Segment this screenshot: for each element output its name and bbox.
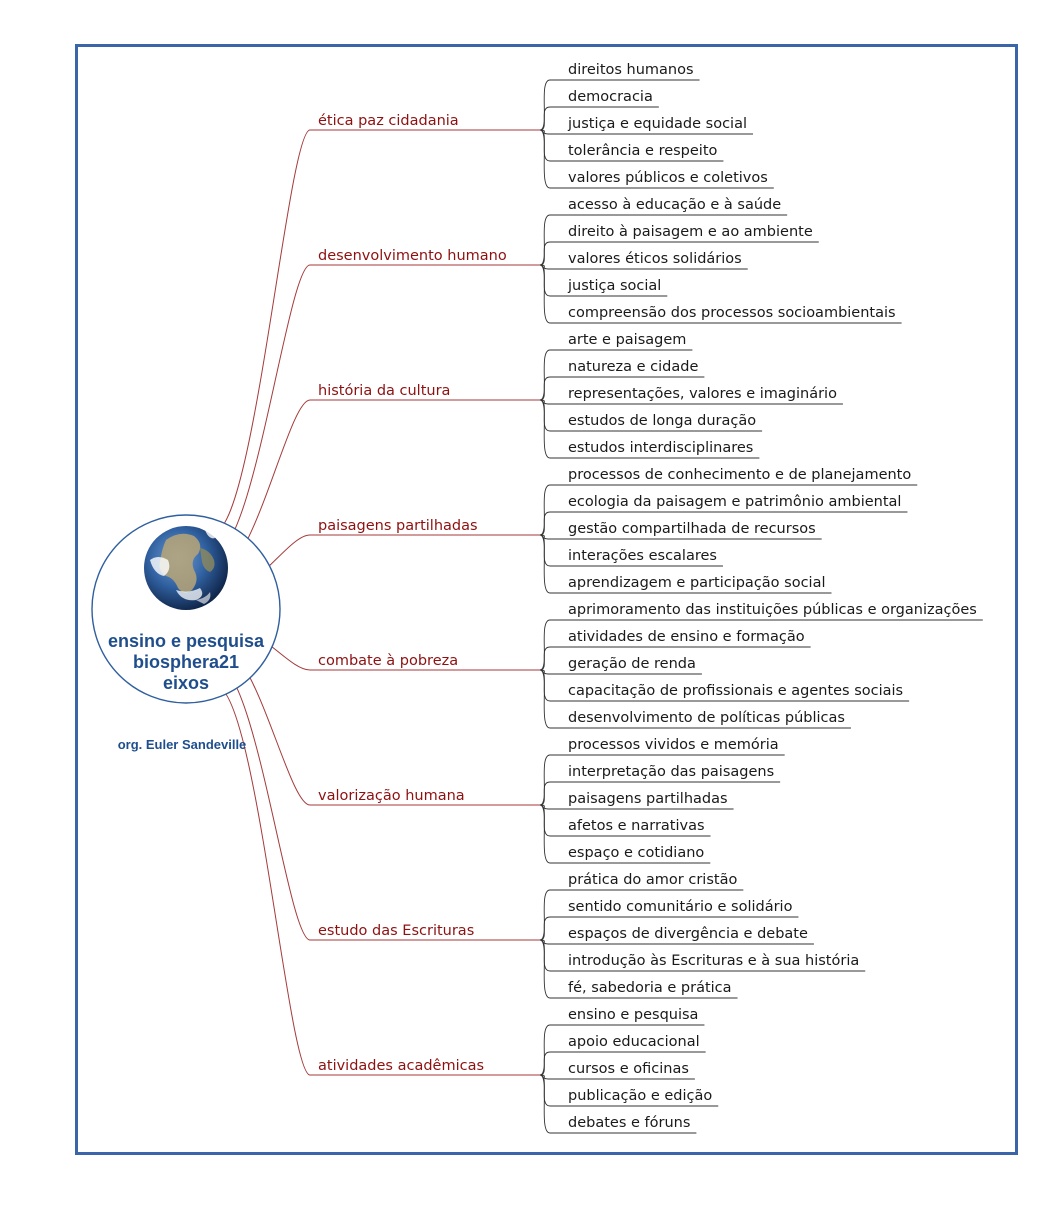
author-credit: org. Euler Sandeville: [117, 737, 247, 752]
leaf-atividades-de-ensino-e-formacao: atividades de ensino e formação: [568, 629, 805, 645]
leaf-sentido-comunitario-e-solidario: sentido comunitário e solidário: [568, 899, 793, 915]
earth-globe-icon: [144, 526, 228, 610]
branch-etica-paz-cidadania: ética paz cidadania: [318, 113, 459, 129]
leaf-introducao-as-escrituras-e-a-sua-historia: introdução às Escrituras e à sua história: [568, 953, 860, 969]
leaf-interacoes-escalares: interações escalares: [568, 548, 717, 564]
center-title-line-3: eixos: [162, 673, 210, 693]
leaf-apoio-educacional: apoio educacional: [568, 1034, 700, 1050]
leaf-espaco-e-cotidiano: espaço e cotidiano: [568, 845, 705, 861]
leaf-paisagens-partilhadas: paisagens partilhadas: [568, 791, 728, 807]
leaf-estudos-de-longa-duracao: estudos de longa duração: [568, 413, 757, 429]
branch-connector: [214, 400, 540, 576]
leaf-interpretacao-das-paisagens: interpretação das paisagens: [568, 764, 775, 780]
branch-historia-da-cultura: história da cultura: [318, 383, 451, 399]
leaf-estudos-interdisciplinares: estudos interdisciplinares: [568, 440, 754, 456]
leaf-afetos-e-narrativas: afetos e narrativas: [568, 818, 705, 834]
branch-desenvolvimento-humano: desenvolvimento humano: [318, 248, 507, 264]
center-title-line-2: biosphera21: [132, 652, 240, 672]
leaf-direitos-humanos: direitos humanos: [568, 62, 694, 78]
leaf-ensino-e-pesquisa: ensino e pesquisa: [568, 1007, 699, 1023]
leaf-pratica-do-amor-cristao: prática do amor cristão: [568, 872, 738, 888]
leaf-direito-a-paisagem-e-ao-ambiente: direito à paisagem e ao ambiente: [568, 224, 813, 240]
branch-connector: [214, 130, 540, 532]
leaf-justica-e-equidade-social: justiça e equidade social: [568, 116, 747, 132]
branch-combate-a-pobreza: combate à pobreza: [318, 653, 459, 669]
leaf-democracia: democracia: [568, 89, 653, 105]
leaf-valores-eticos-solidarios: valores éticos solidários: [568, 251, 742, 267]
branch-valorizacao-humana: valorização humana: [318, 788, 465, 804]
branch-atividades-academicas: atividades acadêmicas: [318, 1058, 485, 1074]
leaf-desenvolvimento-de-politicas-publicas: desenvolvimento de políticas públicas: [568, 710, 845, 726]
branch-connector: [214, 265, 540, 554]
leaf-natureza-e-cidade: natureza e cidade: [568, 359, 699, 375]
branch-estudo-das-escrituras: estudo das Escrituras: [318, 923, 475, 939]
leaf-tolerancia-e-respeito: tolerância e respeito: [568, 143, 718, 159]
leaf-valores-publicos-e-coletivos: valores públicos e coletivos: [568, 170, 768, 186]
branch-paisagens-partilhadas: paisagens partilhadas: [318, 518, 478, 534]
leaf-acesso-a-educacao-e-a-saude: acesso à educação e à saúde: [568, 197, 782, 213]
leaf-publicacao-e-edicao: publicação e edição: [568, 1088, 713, 1104]
leaf-espacos-de-divergencia-e-debate: espaços de divergência e debate: [568, 926, 808, 942]
leaf-geracao-de-renda: geração de renda: [568, 656, 696, 672]
leaf-aprendizagem-e-participacao-social: aprendizagem e participação social: [568, 575, 826, 591]
leaf-fe-sabedoria-e-pratica: fé, sabedoria e prática: [568, 980, 732, 996]
leaf-justica-social: justiça social: [568, 278, 662, 294]
leaf-gestao-compartilhada-de-recursos: gestão compartilhada de recursos: [568, 521, 816, 537]
branch-connector: [216, 686, 540, 1075]
leaf-debates-e-foruns: debates e fóruns: [568, 1115, 691, 1131]
leaf-processos-de-conhecimento-e-de-planejamento: processos de conhecimento e de planejamento: [568, 467, 912, 483]
leaf-aprimoramento-das-instituicoes-publicas-e-organizacoes: aprimoramento das instituições públicas e organizações: [568, 602, 977, 618]
leaf-arte-e-paisagem: arte e paisagem: [568, 332, 687, 348]
leaf-capacitacao-de-profissionais-e-agentes-sociais: capacitação de profissionais e agentes sociais: [568, 683, 904, 699]
leaf-cursos-e-oficinas: cursos e oficinas: [568, 1061, 689, 1077]
leaf-compreensao-dos-processos-socioambientais: compreensão dos processos socioambientais: [568, 305, 896, 321]
center-title-line-1: ensino e pesquisa: [107, 631, 265, 651]
leaf-representacoes-valores-e-imaginario: representações, valores e imaginário: [568, 386, 837, 402]
leaf-processos-vividos-e-memoria: processos vividos e memória: [568, 737, 779, 753]
leaf-ecologia-da-paisagem-e-patrimonio-ambiental: ecologia da paisagem e patrimônio ambiental: [568, 494, 902, 510]
center-node: [92, 515, 280, 703]
